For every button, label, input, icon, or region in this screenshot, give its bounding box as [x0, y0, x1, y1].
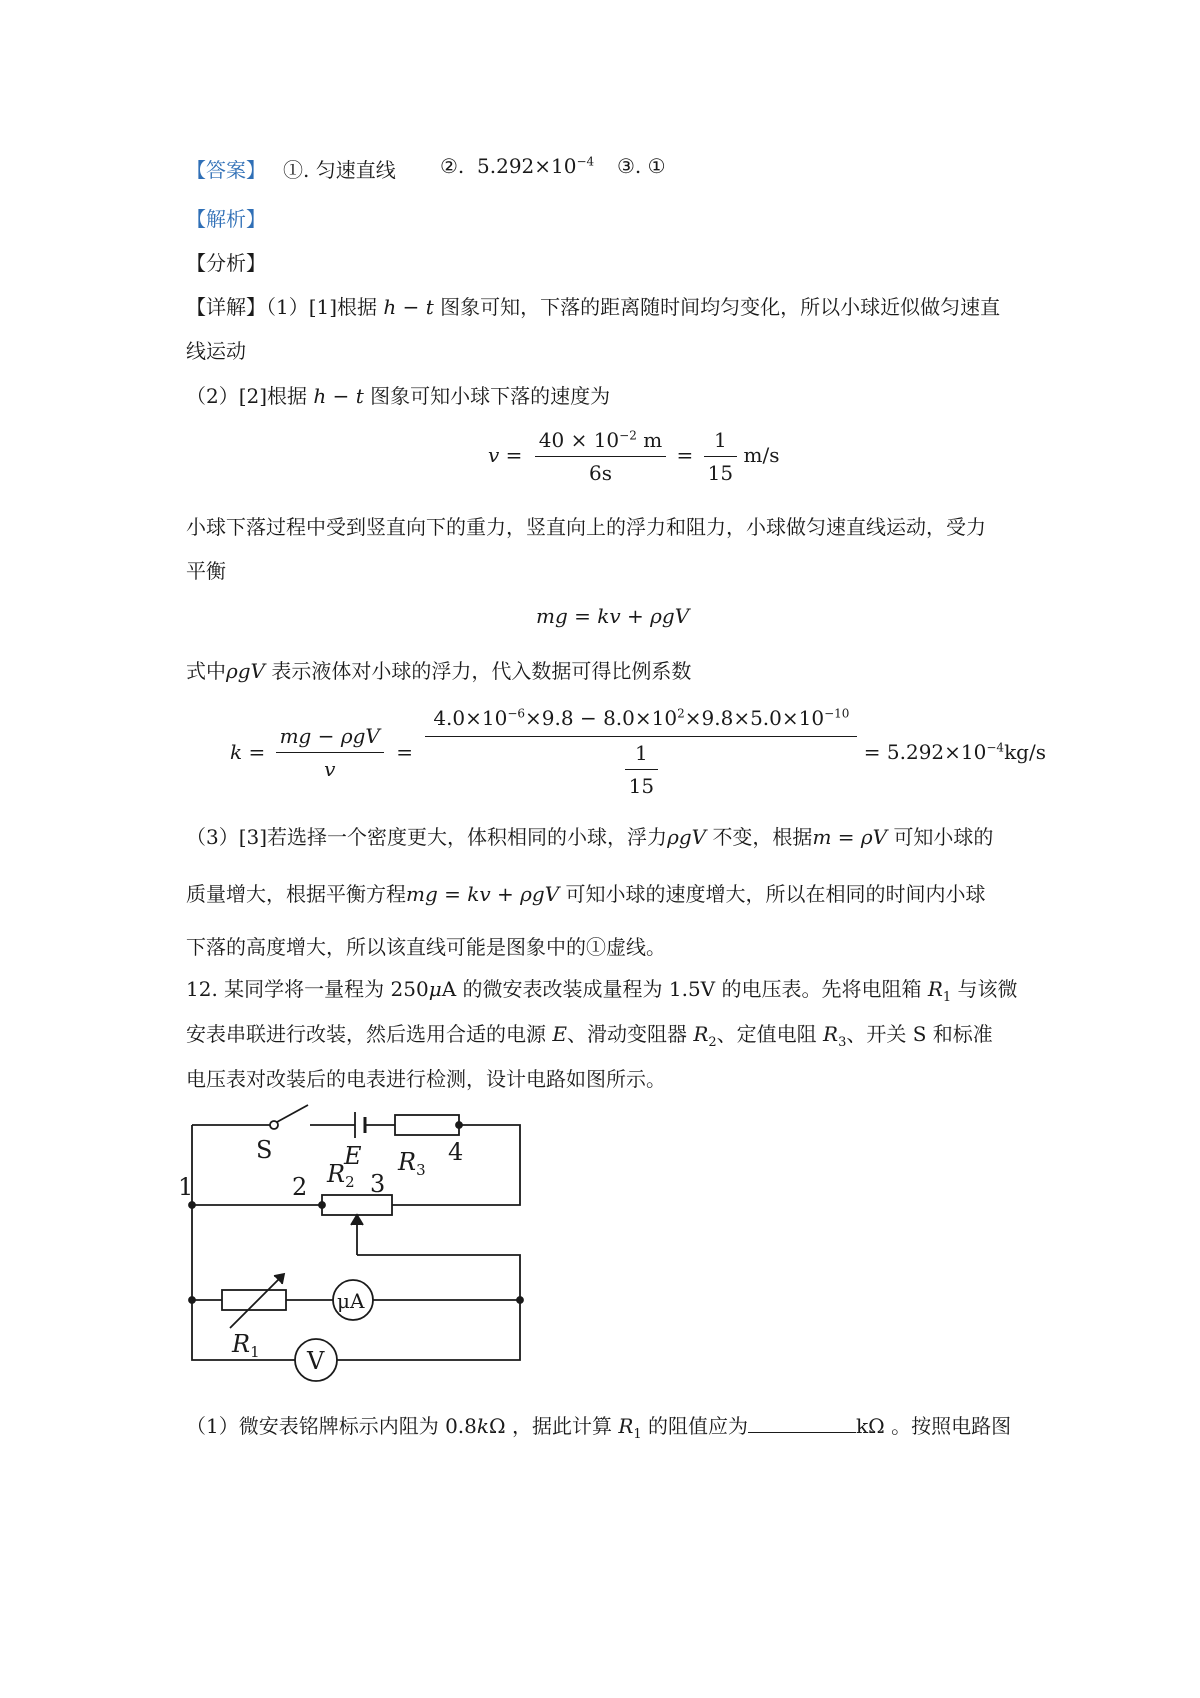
para-force-1: 小球下落过程中受到竖直向下的重力，竖直向上的浮力和阻力，小球做匀速直线运动，受力 — [186, 515, 986, 539]
label-2: 2 — [292, 1173, 308, 1201]
answer-2: ②. $5.292\times 10^{-4}$ — [440, 154, 595, 178]
sub1-line: （1）微安表铭牌标示内阻为 0.8kΩ ，据此计算 $R_1$ 的阻值应为 kΩ 。按照电路图 — [186, 1414, 1012, 1442]
wire-slider — [357, 1255, 520, 1300]
resistor-r3 — [395, 1115, 459, 1135]
label-ua: μA — [337, 1289, 365, 1313]
node-1 — [189, 1202, 195, 1208]
label-r2: $R_2$ — [327, 1160, 355, 1191]
resistor-r2 — [322, 1195, 392, 1215]
detail-line-2: 线运动 — [186, 339, 246, 363]
label-r3: $R_3$ — [398, 1148, 426, 1179]
para3-line-1: （3）[3]若选择一个密度更大，体积相同的小球，浮力ρgV 不变，根据m = ρV 可知小球的 — [186, 825, 994, 849]
answer-1: ①. 匀速直线 — [283, 158, 396, 182]
resistor-box-r1 — [222, 1290, 286, 1310]
para3-line-2: 质量增大，根据平衡方程mg = kv + ρgV 可知小球的速度增大，所以在相同的时间内小球 — [186, 882, 986, 906]
para3-line-3: 下落的高度增大，所以该直线可能是图象中的①虚线。 — [186, 935, 666, 959]
label-1: 1 — [178, 1173, 194, 1201]
slider-arrow-head — [351, 1215, 363, 1225]
circuit-diagram — [178, 1100, 540, 1375]
node-left-mid — [189, 1297, 195, 1303]
label-s: S — [256, 1136, 273, 1164]
label-4: 4 — [448, 1138, 464, 1166]
equation-k: k = $\frac{\text{mg − ρgV}}{v}$ = $\frac{4.0\times 10^{-6}\times 9.8 - 8.0\times 10^2\times 9.8\times 5.0\times 10^{-10}}{\frac{1}{15}}$ = $5.292\times 10^{-4}kg/s$ — [230, 706, 1046, 798]
answer-3: ③. ① — [617, 154, 666, 178]
para-substitute: 式中ρgV 表示液体对小球的浮力，代入数据可得比例系数 — [186, 659, 692, 683]
node-4 — [456, 1122, 462, 1128]
answer-blank[interactable] — [748, 1414, 856, 1433]
equation-balance: mg = kv + ρgV — [536, 604, 690, 628]
q12-line-1: 12. 某同学将一量程为 250μA 的微安表改装成量程为 1.5V 的电压表。先将电阻箱 $R_1$ 与该微 — [186, 977, 1018, 1005]
detail-line-1: 【详解】（1）[1]根据 h − t 图象可知，下落的距离随时间均匀变化，所以小球近似做匀速直 — [186, 295, 1001, 319]
label-3: 3 — [370, 1170, 386, 1198]
jiexi-tag: 【解析】 — [186, 207, 266, 231]
detail-line-3: （2）[2]根据 h − t 图象可知小球下落的速度为 — [186, 384, 611, 408]
switch-terminal — [270, 1121, 278, 1129]
label-e: E — [344, 1142, 362, 1170]
answer-tag: 【答案】 — [186, 158, 266, 182]
fenxi-tag: 【分析】 — [186, 251, 266, 275]
q12-line-2: 安表串联进行改装，然后选用合适的电源 E、滑动变阻器 $R_2$、定值电阻 $R_3$、开关 S 和标准 — [186, 1022, 993, 1050]
para-force-2: 平衡 — [186, 559, 226, 583]
answer-line — [186, 154, 266, 183]
q12-line-3: 电压表对改装后的电表进行检测，设计电路如图所示。 — [186, 1067, 666, 1091]
label-v: V — [307, 1347, 325, 1375]
equation-velocity: v = $\frac{40 \times 10^{-2} m}{6s}$ = $\frac{1}{15}$ m/s — [488, 428, 780, 485]
switch-blade — [277, 1105, 308, 1122]
label-r1: $R_1$ — [232, 1330, 260, 1361]
wire-left — [192, 1125, 295, 1360]
node-2 — [319, 1202, 325, 1208]
node-right-mid — [517, 1297, 523, 1303]
